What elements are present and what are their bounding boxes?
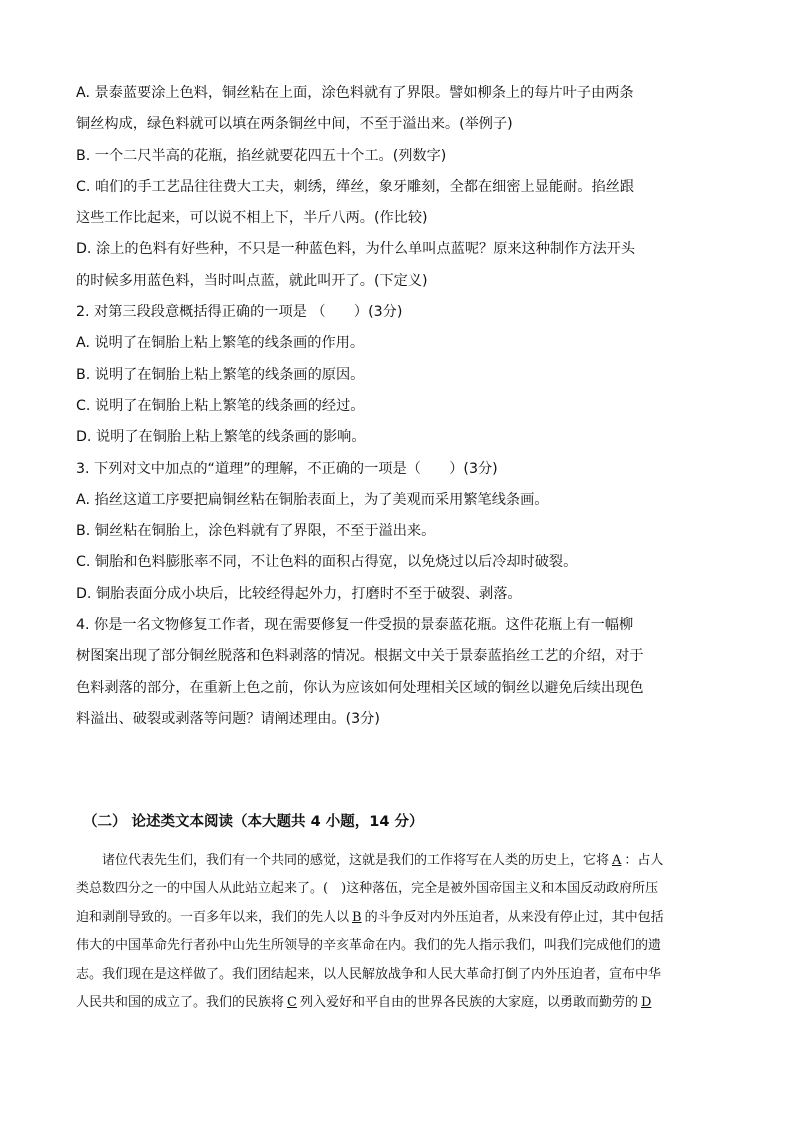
option-a-line-1: A. 景泰蓝要涂上色料，铜丝粘在上面，涂色料就有了界限。譬如柳条上的每片叶子由两条 (76, 85, 634, 101)
section-2-title: （二） 论述类文本阅读（本大题共 4 小题，14 分） (83, 814, 424, 830)
q3-option-c: C. 铜胎和色料膨胀率不同，不让色料的面积占得宽，以免烧过以后冷却时破裂。 (76, 554, 578, 571)
q3-option-a: A. 掐丝这道工序要把扁铜丝粘在铜胎表面上，为了美观而采用繁笔线条画。 (76, 491, 549, 508)
passage-text: 诸位代表先生们，我们有一个共同的感觉，这就是我们的工作将写在人类的历史上，它将 (102, 853, 610, 868)
blank-a: A (612, 853, 622, 868)
passage-text: ：占人 (624, 853, 664, 868)
passage-text: 人民共和国的成立了。我们的民族将 (76, 994, 285, 1010)
q2-option-c: C. 说明了在铜胎上粘上繁笔的线条画的经过。 (76, 397, 365, 414)
passage-line-6 (76, 989, 716, 1017)
blank-d: D (640, 994, 652, 1010)
question-block (76, 78, 716, 735)
q3-option-b: B. 铜丝粘在铜胎上，涂色料就有了界限，不至于溢出来。 (76, 523, 436, 540)
passage-text: 的斗争反对内外压迫者，从来没有停止过，其中包括 (364, 909, 664, 925)
q3-option-d: D. 铜胎表面分成小块后，比较经得起外力，打磨时不至于破裂、剥落。 (76, 585, 522, 602)
question-4-line-3: 色料剥落的部分，在重新上色之前，你认为应该如何处理相关区域的铜丝以避免后续出现色 (76, 679, 644, 696)
passage-line-1 (76, 847, 716, 875)
passage-line-2: 类总数四分之一的中国人从此站立起来了。( )这种落伍，完全是被外国帝国主义和本国反动政府所压 (76, 881, 659, 897)
blank-b: B (352, 909, 362, 925)
passage-line-3 (76, 904, 716, 932)
blank-c: C (287, 994, 297, 1010)
passage-line-4: 伟大的中国革命先行者孙中山先生所领导的辛亥革命在内。我们的先人指示我们，叫我们完成他们的遗 (76, 938, 662, 954)
passage (76, 847, 716, 1017)
passage-text: 迫和剥削导致的。一百多年以来，我们的先人以 (76, 909, 350, 925)
question-4-line-1: 4. 你是一名文物修复工作者，现在需要修复一件受损的景泰蓝花瓶。这件花瓶上有一幅柳 (76, 617, 634, 634)
question-4-line-2: 树图案出现了部分铜丝脱落和色料剥落的情况。根据文中关于景泰蓝掐丝工艺的介绍，对于 (76, 648, 644, 665)
question-3-stem: 3. 下列对文中加点的“道理”的理解，不正确的一项是（ ）(3分) (76, 460, 498, 477)
option-a-line-2: 铜丝构成，绿色料就可以填在两条铜丝中间，不至于溢出来。(举例子) (76, 116, 513, 133)
question-4-line-4: 料溢出、破裂或剥落等问题？请阐述理由。(3分) (76, 710, 380, 727)
passage-text: 列入爱好和平自由的世界各民族的大家庭，以勇敢而勤劳的 (299, 994, 638, 1010)
question-2-stem: 2. 对第三段段意概括得正确的一项是 （ ）(3分) (76, 304, 403, 321)
option-c-line-1: C. 咱们的手工艺品往往费大工夫，刺绣，缂丝，象牙雕刻，全都在细密上显能耐。掐丝跟 (76, 178, 635, 195)
option-d-line-1: D. 涂上的色料有好些种，不只是一种蓝色料，为什么单叫点蓝呢？原来这种制作方法开头 (76, 241, 636, 258)
q2-option-d: D. 说明了在铜胎上粘上繁笔的线条画的影响。 (76, 429, 366, 446)
q2-option-b: B. 说明了在铜胎上粘上繁笔的线条画的原因。 (76, 366, 365, 383)
q2-option-a: A. 说明了在铜胎上粘上繁笔的线条画的作用。 (76, 335, 365, 352)
option-d-line-2: 的时候多用蓝色料，当时叫点蓝，就此叫开了。(下定义) (76, 272, 428, 289)
passage-line-5: 志。我们现在是这样做了。我们团结起来，以人民解放战争和人民大革命打倒了内外压迫者，宣布中华 (76, 966, 662, 982)
option-b-line: B. 一个二尺半高的花瓶，掐丝就要花四五十个工。(列数字) (76, 147, 447, 164)
option-c-line-2: 这些工作比起来，可以说不相上下，半斤八两。(作比较) (76, 210, 428, 227)
